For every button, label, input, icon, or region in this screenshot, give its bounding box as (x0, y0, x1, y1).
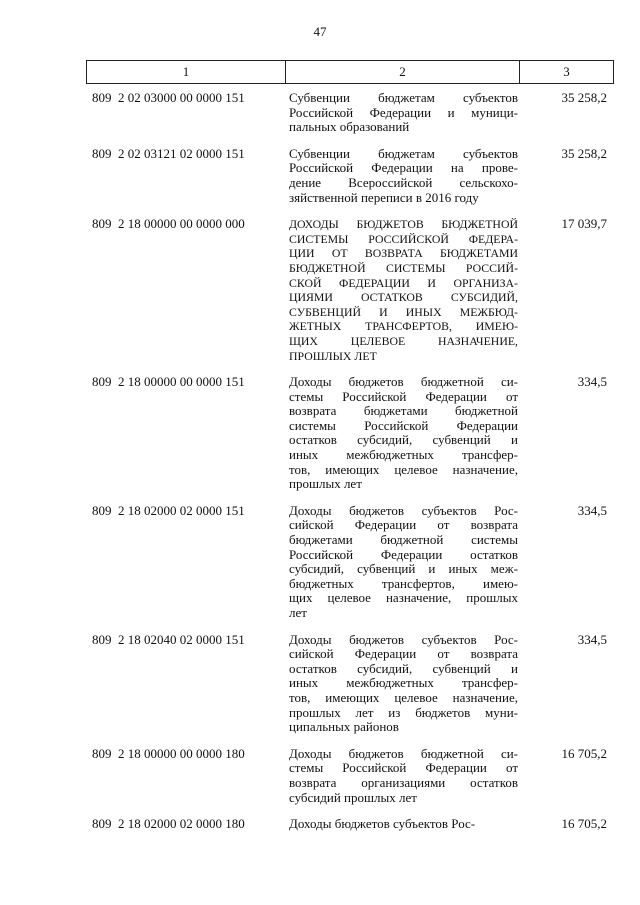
description (289, 375, 518, 492)
description-line: зяйственной переписи в 2016 году (289, 189, 479, 205)
table-row (0, 504, 640, 621)
description-line: ципальных районов (289, 719, 399, 735)
description-line: бюджетных трансфертов, имею- (289, 575, 518, 591)
budget-code: 809 2 02 03121 02 0000 151 (92, 145, 245, 161)
description-line: остатков субсидий, субвенций и (289, 660, 518, 676)
amount: 334,5 (577, 502, 607, 518)
budget-code: 809 2 18 02000 02 0000 151 (92, 502, 245, 518)
description-line: возврата организациями остатков (289, 774, 518, 790)
header-col-3: 3 (563, 64, 570, 79)
description-line: СУБВЕНЦИЙ И ИНЫХ МЕЖБЮД- (289, 304, 518, 319)
description (289, 504, 518, 621)
description-line: ДОХОДЫ БЮДЖЕТОВ БЮДЖЕТНОЙ (289, 217, 518, 232)
description-line: Доходы бюджетов субъектов Рос- (289, 816, 476, 832)
table-row (0, 633, 640, 735)
header-col-1: 1 (87, 61, 286, 83)
description-line: сийской Федерации от возврата (289, 517, 518, 533)
amount: 35 258,2 (561, 145, 607, 161)
description-line: БЮДЖЕТНОЙ СИСТЕМЫ РОССИЙ- (289, 260, 518, 275)
page-number: 47 (313, 24, 327, 39)
amount: 35 258,2 (561, 90, 607, 105)
description-line: СИСТЕМЫ РОССИЙСКОЙ ФЕДЕРА- (289, 231, 518, 246)
description-line: дение Всероссийской сельскохо- (289, 174, 518, 190)
description-line: лет (289, 605, 307, 620)
description-line: ЦИЯМИ ОСТАТКОВ СУБСИДИЙ, (289, 290, 518, 305)
description-line: Российской Федерации остатков (289, 546, 518, 562)
table-row (0, 817, 640, 832)
description-line: стемы Российской Федерации от (289, 760, 518, 776)
description-line: возврата бюджетами бюджетной (289, 403, 518, 419)
description-line: сийской Федерации от возврата (289, 646, 518, 662)
amount: 334,5 (577, 631, 607, 647)
description-line: бюджетами бюджетной системы (289, 532, 518, 548)
table-row (0, 375, 640, 492)
description (289, 633, 518, 735)
table-body (0, 91, 640, 832)
description-line: ЩИХ ЦЕЛЕВОЕ НАЗНАЧЕНИЕ, (289, 333, 518, 348)
description-line: Доходы бюджетов бюджетной си- (289, 745, 518, 761)
table-row (0, 91, 640, 135)
description-line: тов, имеющих целевое назначение, (289, 689, 518, 705)
budget-code: 809 2 18 00000 00 0000 151 (92, 374, 245, 390)
description-line: ПРОШЛЫХ ЛЕТ (289, 348, 377, 363)
header-col-2: 2 (286, 61, 520, 83)
description-line: пальных образований (289, 119, 410, 135)
amount: 334,5 (577, 374, 607, 390)
amount: 16 705,2 (561, 816, 607, 832)
description-line: ЦИИ ОТ ВОЗВРАТА БЮДЖЕТАМИ (289, 246, 518, 261)
description-line: Доходы бюджетов бюджетной си- (289, 374, 518, 390)
description-line: прошлых лет (289, 476, 362, 492)
table-header (86, 60, 614, 84)
description (289, 817, 518, 832)
description-line: ЖЕТНЫХ ТРАНСФЕРТОВ, ИМЕЮ- (289, 319, 518, 334)
budget-code: 809 2 18 02000 02 0000 180 (92, 816, 245, 832)
table-row (0, 747, 640, 805)
description-line: системы Российской Федерации (289, 417, 518, 433)
description-line: Доходы бюджетов субъектов Рос- (289, 502, 518, 518)
description-line: субсидий прошлых лет (289, 789, 417, 805)
budget-code: 809 2 02 03000 00 0000 151 (92, 90, 245, 105)
description-line: Субвенции бюджетам субъектов (289, 145, 518, 161)
table-row (0, 147, 640, 205)
description-line: Российской Федерации на прове- (289, 160, 518, 176)
amount: 17 039,7 (561, 216, 607, 232)
description-line: прошлых лет из бюджетов муни- (289, 704, 518, 720)
description (289, 147, 518, 205)
description-line: субсидий, субвенций и иных меж- (289, 561, 518, 577)
description (289, 217, 518, 363)
description-line: СКОЙ ФЕДЕРАЦИИ И ОРГАНИЗА- (289, 275, 518, 290)
description-line: остатков субсидий, субвенций и (289, 432, 518, 448)
description-line: иных межбюджетных трансфер- (289, 447, 518, 463)
description-line: Субвенции бюджетам субъектов (289, 90, 518, 105)
description (289, 747, 518, 805)
amount: 16 705,2 (561, 745, 607, 761)
description-line: щих целевое назначение, прошлых (289, 590, 518, 606)
description-line: иных межбюджетных трансфер- (289, 675, 518, 691)
description-line: Доходы бюджетов субъектов Рос- (289, 631, 518, 647)
description (289, 91, 518, 135)
budget-code: 809 2 18 00000 00 0000 000 (92, 216, 245, 232)
budget-code: 809 2 18 02040 02 0000 151 (92, 631, 245, 647)
description-line: тов, имеющих целевое назначение, (289, 461, 518, 477)
description-line: стемы Российской Федерации от (289, 388, 518, 404)
budget-code: 809 2 18 00000 00 0000 180 (92, 745, 245, 761)
description-line: Российской Федерации и муници- (289, 104, 518, 120)
table-row (0, 217, 640, 363)
